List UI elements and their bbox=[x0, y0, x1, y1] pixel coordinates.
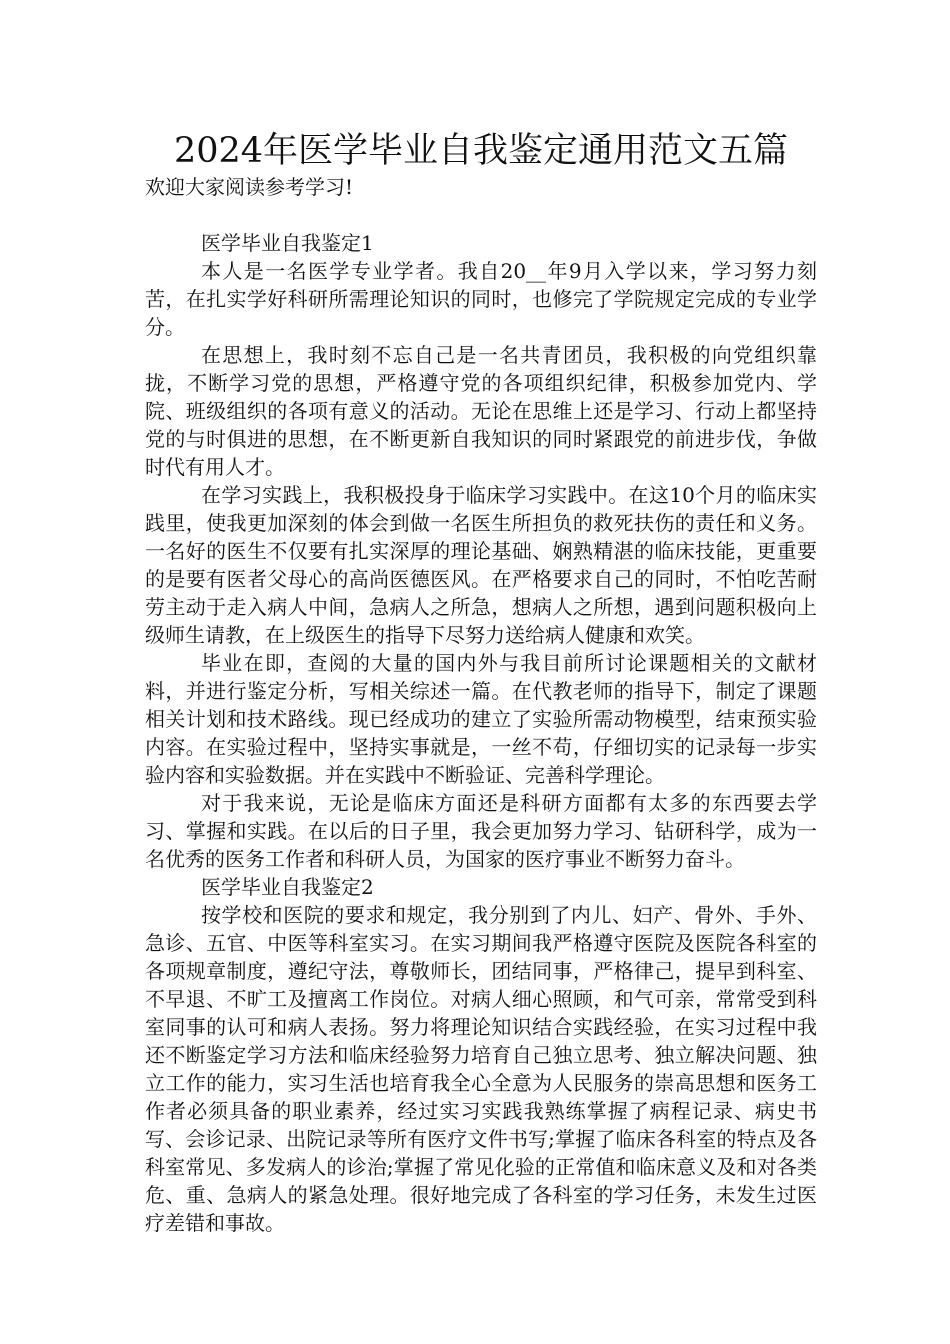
welcome-line: 欢迎大家阅读参考学习! bbox=[145, 175, 354, 199]
paragraph: 在学习实践上，我积极投身于临床学习实践中。在这10个月的临床实践里，使我更加深刻的体会到做一名医生所担负的救死扶伤的责任和义务。一名好的医生不仅要有扎实深厚的理论基础、娴熟精湛的临床技能，更重要的是要有医者父母心的高尚医德医风。在严格要求自己的同时，不怕吃苦耐劳主动于走入病人中间，急病人之所急，想病人之所想，遇到问题积极向上级师生请教，在上级医生的指导下尽努力送给病人健康和欢笑。 bbox=[145, 483, 817, 647]
paragraph: 在思想上，我时刻不忘自己是一名共青团员，我积极的向党组织靠拢，不断学习党的思想，严格遵守党的各项组织纪律，积极参加党内、学院、班级组织的各项有意义的活动。无论在思维上还是学习、行动上都坚持党的与时俱进的思想，在不断更新自我知识的同时紧跟党的前进步伐，争做时代有用人才。 bbox=[145, 343, 817, 479]
document-page bbox=[145, 128, 817, 1237]
paragraph: 按学校和医院的要求和规定，我分别到了内儿、妇产、骨外、手外、急诊、五官、中医等科室实习。在实习期间我严格遵守医院及医院各科室的各项规章制度，遵纪守法，尊敬师长，团结同事，严格律己，提早到科室、不早退、不旷工及擅离工作岗位。对病人细心照顾，和气可亲，常常受到科室同事的认可和病人表扬。努力将理论知识结合实践经验，在实习过程中我还不断鉴定学习方法和临床经验努力培育自己独立思考、独立解决问题、独立工作的能力，实习生活也培育我全心全意为人民服务的崇高思想和医务工作者必须具备的职业素养，经过实习实践我熟练掌握了病程记录、病史书写、会诊记录、出院记录等所有医疗文件书写;掌握了临床各科室的特点及各科室常见、多发病人的诊治;掌握了常见化验的正常值和临床意义及和对各类危、重、急病人的紧急处理。很好地完成了各科室的学习任务，未发生过医疗差错和事故。 bbox=[145, 903, 817, 1235]
section-heading-1: 医学毕业自我鉴定1 bbox=[201, 231, 374, 255]
paragraph: 本人是一名医学专业学者。我自20__年9月入学以来，学习努力刻苦，在扎实学好科研所需理论知识的同时，也修完了学院规定完成的专业学分。 bbox=[145, 259, 817, 339]
section-heading-2: 医学毕业自我鉴定2 bbox=[201, 875, 374, 899]
paragraph: 毕业在即，查阅的大量的国内外与我目前所讨论课题相关的文献材料，并进行鉴定分析，写相关综述一篇。在代教老师的指导下，制定了课题相关计划和技术路线。现已经成功的建立了实验所需动物模型，结束预实验内容。在实验过程中，坚持实事就是，一丝不苟，仔细切实的记录每一步实验内容和实验数据。并在实践中不断验证、完善科学理论。 bbox=[145, 651, 817, 787]
paragraph: 对于我来说，无论是临床方面还是科研方面都有太多的东西要去学习、掌握和实践。在以后的日子里，我会更加努力学习、钻研科学，成为一名优秀的医务工作者和科研人员，为国家的医疗事业不断努力奋斗。 bbox=[145, 791, 817, 871]
document-title: 2024年医学毕业自我鉴定通用范文五篇 bbox=[173, 131, 789, 171]
